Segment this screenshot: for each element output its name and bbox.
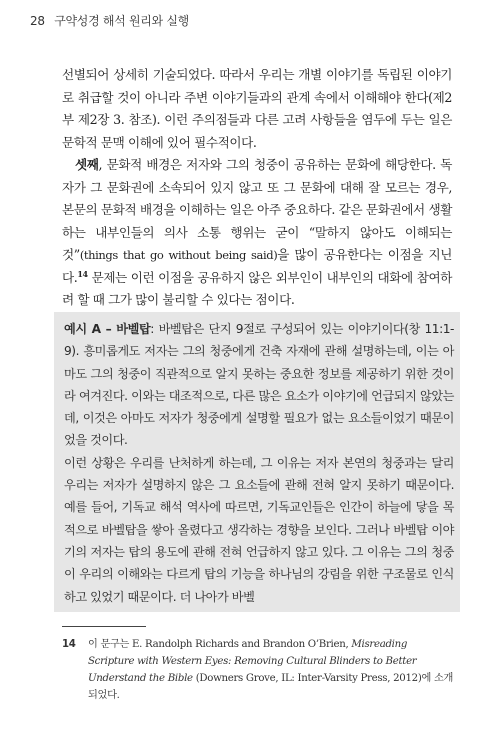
paragraph-lead: 셋째 xyxy=(75,157,99,172)
running-title: 구약성경 해석 원리와 실행 xyxy=(54,14,189,28)
footnote-text-post: (Downers Grove, IL: Inter-Varsity Press, 2012)에 소개되었다. xyxy=(88,673,454,701)
footnote-text-pre: 이 문구는 E. Randolph Richards and Brandon O’Brien, xyxy=(88,639,352,650)
paragraph-1: 선별되어 상세히 기술되었다. 따라서 우리는 개별 이야기를 독립된 이야기로 취급할 것이 아니라 주변 이야기들과의 관계 속에서 이해해야 한다(제2부 제2장 3. 참조). 이런 주의점들과 다른 고려 사항들을 염두에 두는 일은 문학적 문맥 이해에 있어 필수적이다. xyxy=(62,67,452,150)
footnote-book-title: Misreading Scripture with Western Eyes: Removing Cultural Blinders to Better Understand the Bible xyxy=(88,639,417,684)
footnote xyxy=(62,636,454,701)
paragraph-2-text-c: 문제는 이런 이점을 공유하지 않은 외부인이 내부인의 대화에 참여하려 할 때 그가 많이 불리할 수 있다는 점이다. xyxy=(62,269,452,307)
running-header xyxy=(30,12,189,29)
example-text-1: : 바벨탑은 단지 9절로 구성되어 있는 이야기이다(창 11:1-9). 흥미롭게도 저자는 그의 청중에게 건축 자재에 관해 설명하는데, 이는 아마도 그의 청중이 직관적으로 알지 못하는 중요한 정보를 제공하기 위한 것이라 여겨진다. 이와는 대조적으로, 다른 많은 요소가 이야기에 언급되지 않았는데, 이것은 아마도 저자가 청중에게 설명할 필요가 없는 요소들이었기 때문이었을 것이다. xyxy=(64,322,455,448)
example-paragraph-1 xyxy=(64,318,454,452)
footnote-body xyxy=(88,636,454,704)
paragraph-2-text-a: , 문화적 배경은 저자와 그의 청중이 공유하는 문화에 해당한다. 독자가 그 문화권에 소속되어 있지 않고 또 그 문화에 대해 잘 모르는 경우, 본문의 문화적 배경을 이해하는 일은 아주 중요하다. 같은 문화권에서 생활하는 내부인들의 의사 소통 행위는 굳이 “말하지 않아도 이해되는 것” xyxy=(62,157,452,262)
footnote-number: 14 xyxy=(62,639,76,650)
english-phrase: (things that go without being said) xyxy=(79,248,278,262)
footnote-reference[interactable]: 14 xyxy=(77,268,88,279)
example-box-text xyxy=(64,318,454,608)
example-label: 예시 A – 바벨탑 xyxy=(64,322,151,336)
example-paragraph-2: 이런 상황은 우리를 난처하게 하는데, 그 이유는 저자 본연의 청중과는 달리 우리는 저자가 설명하지 않은 그 요소들에 관해 전혀 알지 못하기 때문이다. 예를 들어, 기독교 해석 역사에 따르면, 기독교인들은 인간이 하늘에 닿을 목적으로 바벨탑을 쌓아 올렸다고 생각하는 경향을 보인다. 그러나 바벨탑 이야기의 저자는 탑의 용도에 관해 전혀 언급하지 않고 있다. 그 이유는 그의 청중이 우리의 이해와는 다르게 탑의 기능을 하나님의 강림을 위한 구조물로 인식하고 있었기 때문이다. 더 나아가 바벨 xyxy=(64,455,454,604)
footnote-divider xyxy=(62,626,146,627)
main-text xyxy=(62,64,452,312)
paragraph-2-text-b: 을 많이 공유한다는 이점을 지닌다. xyxy=(62,247,452,285)
paragraph-2 xyxy=(62,154,452,312)
page-number: 28 xyxy=(30,14,45,28)
